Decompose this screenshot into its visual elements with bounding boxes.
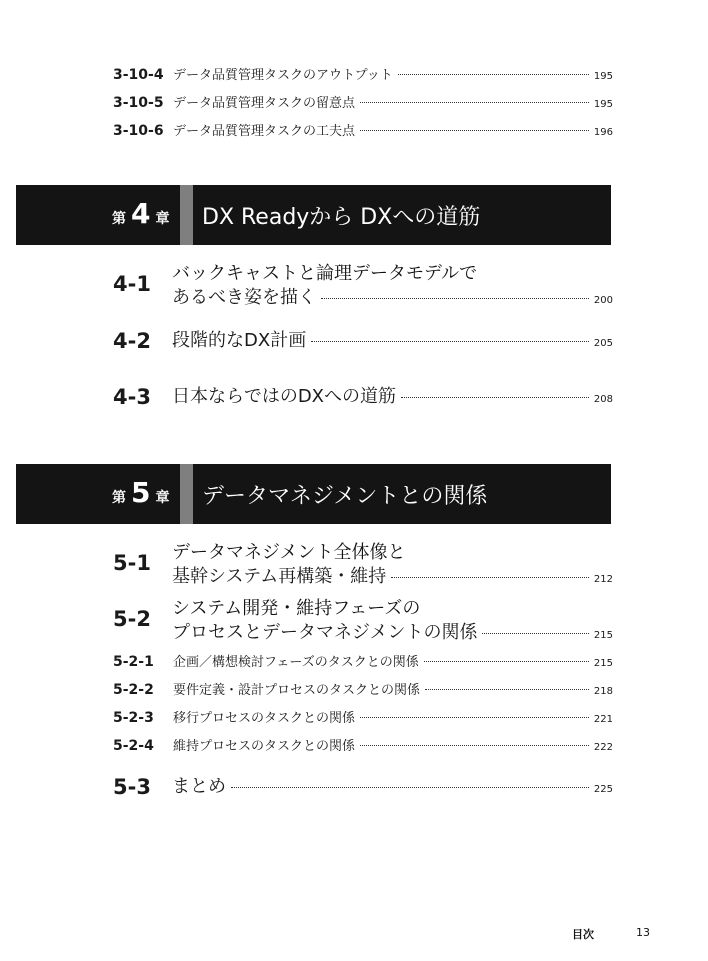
section-title: データ品質管理タスクの留意点 <box>173 96 356 111</box>
chapter-suffix: 章 <box>155 211 170 227</box>
toc-entry-4-3[interactable] <box>113 385 613 411</box>
chapter-number: 4 <box>131 197 151 230</box>
page-number: 215 <box>593 658 613 669</box>
section-title-line1: システム開発・維持フェーズの <box>172 598 421 619</box>
toc-entry-5-2-2[interactable] <box>113 679 613 698</box>
section-title-line2: プロセスとデータマネジメントの関係 <box>172 622 478 643</box>
leader-dots <box>311 341 589 342</box>
leader-dots <box>424 661 589 662</box>
section-number: 5-2-3 <box>113 710 154 726</box>
section-title: データ品質管理タスクのアウトプット <box>173 68 393 83</box>
section-number: 5-3 <box>113 775 151 799</box>
section-title: 企画／構想検討フェーズのタスクとの関係 <box>173 655 419 670</box>
section-title: データ品質管理タスクの工夫点 <box>173 124 356 139</box>
section-title: 移行プロセスのタスクとの関係 <box>173 711 356 726</box>
toc-entry-3-10-6[interactable] <box>113 120 613 139</box>
section-number: 3-10-6 <box>113 123 164 139</box>
chapter-title: DX Readyから DXへの道筋 <box>202 205 481 230</box>
section-title: 日本ならではのDXへの道筋 <box>172 386 397 407</box>
section-number: 4-2 <box>113 329 151 353</box>
section-number: 4-3 <box>113 385 151 409</box>
toc-entry-5-2-1[interactable] <box>113 651 613 670</box>
footer-label: 目次 <box>572 928 594 941</box>
chapter-5-header[interactable] <box>16 464 611 524</box>
section-title-line2: あるべき姿を描く <box>172 287 316 308</box>
toc-entry-5-3[interactable] <box>113 775 613 801</box>
leader-dots <box>391 577 589 578</box>
chapter-divider-bar <box>180 185 193 245</box>
chapter-title: データマネジメントとの関係 <box>202 484 488 509</box>
page-number: 222 <box>593 742 613 753</box>
leader-dots <box>398 74 589 75</box>
chapter-number-label <box>112 197 169 230</box>
toc-entry-3-10-5[interactable] <box>113 92 613 111</box>
section-title: 維持プロセスのタスクとの関係 <box>173 739 356 754</box>
chapter-divider-bar <box>180 464 193 524</box>
chapter-prefix: 第 <box>112 490 126 506</box>
toc-entry-4-2[interactable] <box>113 329 613 355</box>
page-number: 208 <box>593 394 613 405</box>
section-number: 4-1 <box>113 272 151 296</box>
leader-dots <box>321 298 589 299</box>
section-title-line1: バックキャストと論理データモデルで <box>172 263 478 284</box>
section-number: 3-10-5 <box>113 95 164 111</box>
section-number: 5-2-4 <box>113 738 154 754</box>
leader-dots <box>425 689 589 690</box>
toc-entry-4-1[interactable] <box>113 262 613 310</box>
section-title: 要件定義・設計プロセスのタスクとの関係 <box>173 683 421 698</box>
toc-entry-3-10-4[interactable] <box>113 64 613 83</box>
chapter-4-header[interactable] <box>16 185 611 245</box>
page-number: 196 <box>593 127 613 138</box>
leader-dots <box>401 397 589 398</box>
leader-dots <box>360 745 589 746</box>
page-number: 225 <box>593 784 613 795</box>
section-title: まとめ <box>172 776 226 797</box>
leader-dots <box>482 633 588 634</box>
toc-entry-5-2-4[interactable] <box>113 735 613 754</box>
section-title-line1: データマネジメント全体像と <box>172 542 406 563</box>
footer-page-number: 13 <box>636 926 650 939</box>
leader-dots <box>360 130 589 131</box>
leader-dots <box>360 102 589 103</box>
toc-entry-5-2[interactable] <box>113 597 613 645</box>
page-number: 221 <box>593 714 613 725</box>
toc-entry-5-2-3[interactable] <box>113 707 613 726</box>
section-number: 5-2-2 <box>113 682 154 698</box>
chapter-number-label <box>112 476 169 509</box>
page-number: 205 <box>593 338 613 349</box>
section-number: 3-10-4 <box>113 67 164 83</box>
section-number: 5-2 <box>113 607 151 631</box>
page-number: 212 <box>593 574 613 585</box>
page-number: 200 <box>593 295 613 306</box>
section-number: 5-2-1 <box>113 654 154 670</box>
chapter-suffix: 章 <box>155 490 170 506</box>
section-title: 段階的なDX計画 <box>172 330 307 351</box>
leader-dots <box>231 787 589 788</box>
page-number: 195 <box>593 71 613 82</box>
toc-entry-5-1[interactable] <box>113 541 613 589</box>
section-title-line2: 基幹システム再構築・維持 <box>172 566 387 587</box>
leader-dots <box>360 717 589 718</box>
page-number: 218 <box>593 686 613 697</box>
page-number: 195 <box>593 99 613 110</box>
section-number: 5-1 <box>113 551 151 575</box>
page-number: 215 <box>593 630 613 641</box>
chapter-prefix: 第 <box>112 211 126 227</box>
chapter-number: 5 <box>131 476 151 509</box>
